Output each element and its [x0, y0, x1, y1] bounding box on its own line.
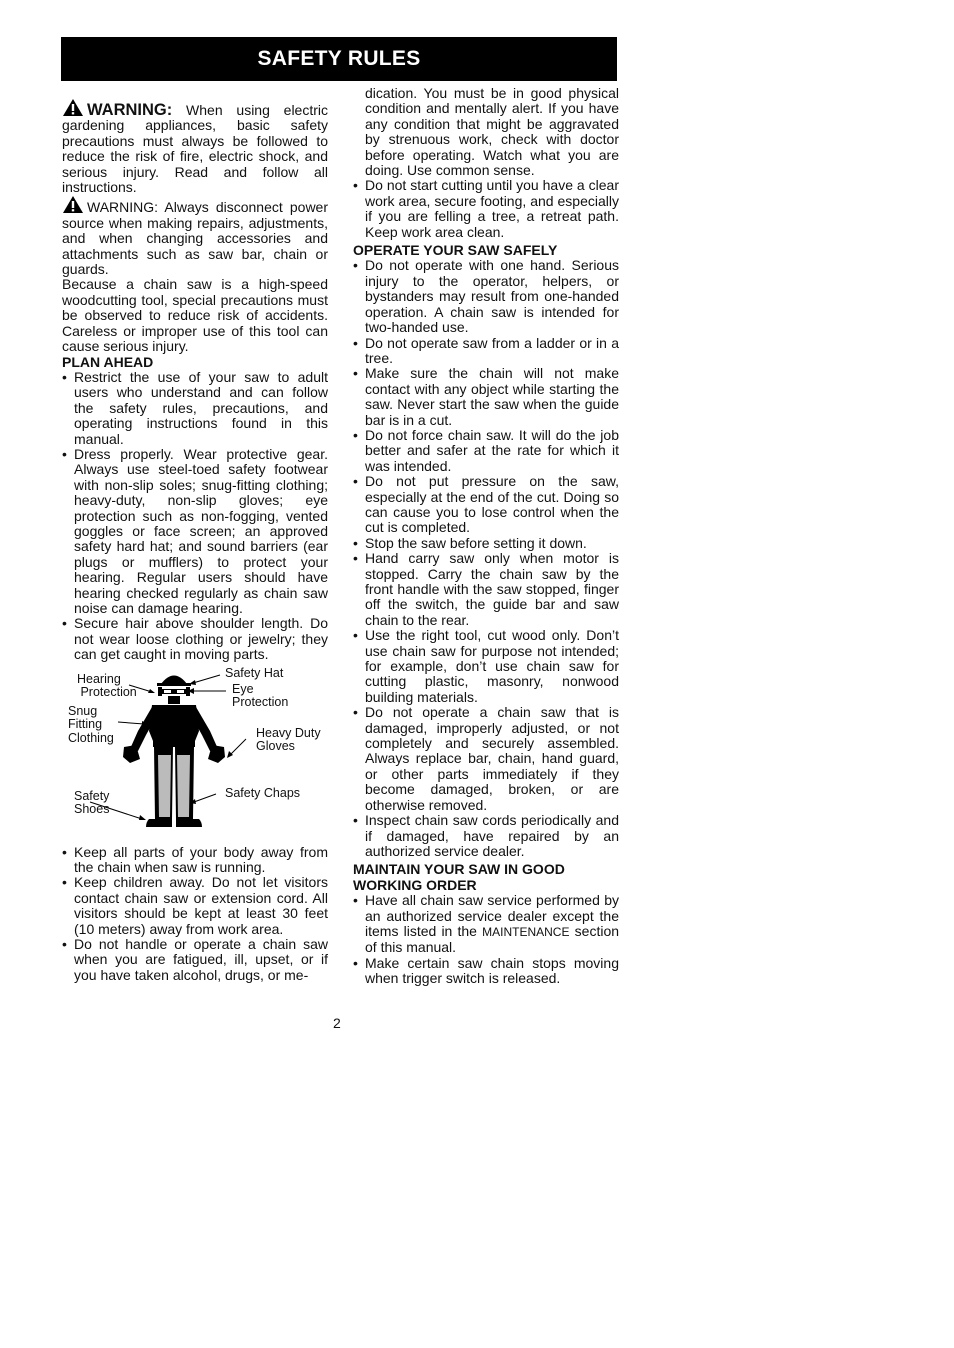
list-item: • Do not force chain saw. It will do the job better and safer at the rate for which it was intended.: [353, 428, 619, 474]
left-column: [62, 98, 328, 983]
list-item-text: section of this manual.: [365, 922, 620, 956]
list-item: • Dress properly. Wear protective gear. Always use steel-toed safety footwear with non-slip soles; snug-fitting clothing; heavy-duty, non-slip gloves; eye protection such as non-fogging, vented goggles or face screen; an approved safety hard hat; and sound barriers (ear plugs or mufflers) to protect your hearing. Regular users should have hearing checked regularly as chain saw noise can damage hearing.: [62, 447, 328, 616]
list-item: • Do not operate a chain saw that is damaged, improperly adjusted, or not completely and securely assembled. Always replace bar, chain, hand guard, or other parts immediately if they become damaged, broken, or are otherwise removed.: [353, 705, 619, 813]
list-item: • Do not handle or operate a chain saw when you are fatigued, ill, upset, or if you have taken alcohol, drugs, or me-: [62, 937, 328, 983]
label-safety-chaps: Safety Chaps: [225, 785, 301, 800]
label-safety-shoes: Safety Shoes: [74, 788, 110, 817]
protective-gear-figure: [60, 665, 326, 841]
list-item: • Do not operate saw from a ladder or in a tree.: [353, 336, 619, 367]
label-snug-fitting-clothing: Snug Fitting Clothing: [68, 703, 114, 745]
label-safety-hat: Safety Hat: [225, 665, 284, 680]
label-heavy-duty-gloves: Heavy Duty Gloves: [256, 725, 321, 754]
label-eye-protection: Eye Protection: [232, 681, 289, 710]
list-item: • Keep children away. Do not let visitors contact chain saw or extension cord. All visitors should be kept at least 30 feet (10 meters) away from work area.: [62, 875, 328, 937]
list-item: • Inspect chain saw cords periodically and if damaged, have repaired by an authorized service dealer.: [353, 813, 619, 859]
maintenance-reference: MAINTENANCE: [482, 924, 570, 939]
label-hearing-protection: Hearing Protection: [77, 671, 137, 700]
list-item: • Make certain saw chain stops moving when trigger switch is released.: [353, 956, 619, 987]
continued-text: dication. You must be in good physical condition and mentally alert. If you have any condition that might be aggravated by strenuous work, check with doctor before operating. Watch what you are doing. Use common sense.: [365, 85, 619, 179]
list-item: • Do not start cutting until you have a clear work area, secure footing, and especially if you are felling a tree, a retreat path. Keep work area clean.: [353, 178, 619, 240]
list-item: • Stop the saw before setting it down.: [353, 536, 619, 551]
list-item: • Restrict the use of your saw to adult users who understand and can follow the safety rules, precautions, and operating instructions found in this manual.: [62, 370, 328, 447]
plan-ahead-list: [62, 370, 328, 663]
section-title: SAFETY RULES: [61, 37, 617, 81]
warning-icon: [62, 98, 84, 117]
warning-icon: [62, 195, 84, 214]
list-item: • Do not put pressure on the saw, especially at the end of the cut. Doing so can cause you to lose control when the cut is completed.: [353, 474, 619, 536]
intro-paragraph: Because a chain saw is a high-speed woodcutting tool, special precautions must be observed to reduce risk of accidents. Careless or improper use of this tool can cause serious injury.: [62, 276, 328, 355]
heading-plan-ahead: PLAN AHEAD: [62, 353, 154, 370]
page-number: 2: [333, 1015, 341, 1031]
warning-electric: [62, 98, 328, 195]
list-item-text: Have all chain saw service performed by an authorized service dealer except the items listed in the: [365, 892, 619, 939]
right-column: [353, 86, 619, 987]
list-item: [353, 893, 619, 956]
maintain-list: [353, 893, 619, 986]
operate-safely-list: [353, 258, 619, 859]
heading-maintain-saw: MAINTAIN YOUR SAW IN GOOD WORKING ORDER: [353, 861, 565, 893]
warning-text: When using electric gardening appliances, basic safety precautions must always be followed to reduce the risk of fire, electric shock, and serious injury. Read and follow all instructions.: [62, 102, 329, 196]
plan-ahead-list-end: [353, 178, 619, 240]
warning-label: WARNING:: [87, 101, 173, 119]
list-item: • Use the right tool, cut wood only. Don’t use chain saw for purpose not intended; for example, don’t use chain saw for cutting plastic, masonry, nonwood building materials.: [353, 628, 619, 705]
warning-label: WARNING:: [87, 199, 159, 216]
plan-ahead-list-continued: [62, 845, 328, 984]
list-item: • Keep all parts of your body away from the chain when saw is running.: [62, 845, 328, 876]
list-item: • Secure hair above shoulder length. Do not wear loose clothing or jewelry; they can get caught in moving parts.: [62, 616, 328, 662]
warning-disconnect: [62, 195, 328, 277]
heading-operate-safely: OPERATE YOUR SAW SAFELY: [353, 242, 558, 259]
list-item: • Do not operate with one hand. Serious injury to the operator, helpers, or bystanders may result from one-handed operation. A chain saw is intended for two-handed use.: [353, 258, 619, 335]
warning-text: Always disconnect power source when making repairs, adjustments, and when changing accessories and attachments such as saw bar, chain or guards.: [62, 199, 329, 278]
list-item: • Make sure the chain will not make contact with any object while starting the saw. Never start the saw when the guide bar is in a cut.: [353, 366, 619, 428]
list-item: • Hand carry saw only when motor is stopped. Carry the chain saw by the front handle with the saw stopped, finger off the switch, the guide bar and saw chain to the rear.: [353, 551, 619, 628]
